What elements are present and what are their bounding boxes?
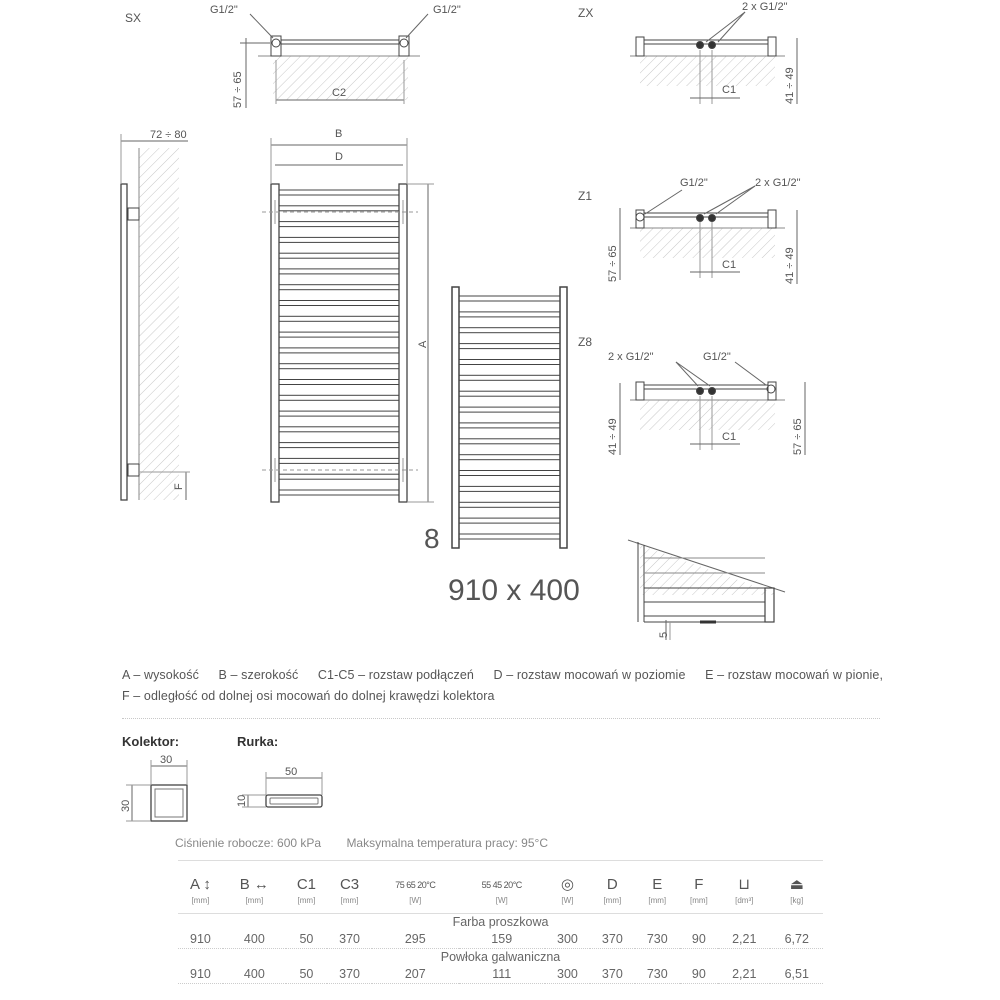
z8-thread-label: G1/2" — [703, 351, 731, 363]
tube — [279, 411, 399, 416]
z1-left-height-label: 57 ÷ 65 — [607, 245, 619, 282]
legend-f: F – odległość od dolnej osi mocowań do dolnej krawędzi kolektora — [122, 689, 495, 703]
tube — [279, 190, 399, 195]
z8-double-thread-label: 2 x G1/2" — [608, 351, 654, 363]
z1-pipe-left-icon — [697, 215, 704, 222]
table-row: 910 400 50 370 295 159 300 370 730 90 2,21 6,72 — [178, 930, 823, 949]
sx-c2-label: C2 — [332, 87, 347, 99]
legend-b: B – szerokość — [218, 668, 299, 682]
model-right-collector — [560, 287, 567, 548]
col-output-55: 55 45 20°C [W] — [459, 861, 545, 914]
tube-count-label: 8 — [424, 523, 440, 554]
table-row: 910 400 50 370 207 111 300 370 730 90 2,21 6,51 — [178, 965, 823, 984]
front-right-collector — [399, 184, 407, 502]
col-f: F [mm] — [680, 861, 718, 914]
legend-e: E – rozstaw mocowań w pionie, — [705, 668, 884, 682]
water-capacity-icon: ⊔ — [738, 876, 751, 893]
tube — [279, 443, 399, 448]
tube — [279, 332, 399, 337]
model-left-collector — [452, 287, 459, 548]
front-left-collector — [271, 184, 279, 502]
tube — [459, 455, 560, 460]
zx-wall-hatch — [640, 56, 775, 86]
front-tubes — [279, 190, 399, 495]
d-dimension-label: D — [335, 151, 343, 163]
working-pressure: Ciśnienie robocze: 600 kPa — [175, 836, 322, 850]
sx-right-thread-label: G1/2" — [433, 4, 461, 16]
tube — [459, 439, 560, 444]
kolektor-section — [151, 785, 187, 821]
z8-pipe-right-icon — [709, 388, 716, 395]
tube — [459, 296, 560, 301]
col-c1: C1 [mm] — [286, 861, 327, 914]
tube — [459, 328, 560, 333]
tube — [279, 237, 399, 242]
side-bottom-bracket — [128, 464, 139, 476]
kolektor-title: Kolektor: — [122, 734, 180, 749]
tube — [279, 269, 399, 274]
group-row-galvanic — [178, 949, 823, 966]
sx-right-valve-icon — [400, 39, 408, 47]
side-view — [121, 129, 190, 500]
tube — [459, 360, 560, 365]
z8-connection-view — [578, 335, 805, 455]
z8-right-height-label: 57 ÷ 65 — [792, 418, 804, 455]
tube — [459, 391, 560, 396]
z8-c1-label: C1 — [722, 431, 737, 443]
width-arrow-icon: B ↔ — [239, 876, 269, 893]
z8-label: Z8 — [578, 335, 593, 349]
col-output-75: 75 65 20°C [W] — [372, 861, 458, 914]
tube — [459, 502, 560, 507]
sx-label: SX — [125, 11, 142, 25]
z1-right-height-label: 41 ÷ 49 — [784, 247, 796, 284]
col-capacity: ⊔ [dm³] — [718, 861, 770, 914]
tube — [279, 253, 399, 258]
table-header-row — [178, 861, 823, 914]
tube — [459, 534, 560, 539]
col-heater: ◎ [W] — [545, 861, 590, 914]
tube — [279, 222, 399, 227]
zx-pipe-right-icon — [709, 42, 716, 49]
tube — [279, 301, 399, 306]
height-arrow-icon: A ↕ — [190, 876, 211, 893]
sx-height-label: 57 ÷ 65 — [232, 71, 244, 108]
zx-connection-view — [578, 1, 797, 104]
kolektor-height-label: 30 — [120, 799, 132, 812]
side-collector — [121, 184, 127, 500]
sx-left-valve-icon — [272, 39, 280, 47]
z1-pipe-right-icon — [709, 215, 716, 222]
tube — [459, 471, 560, 476]
spec-table — [178, 860, 823, 984]
bottom-offset-label: 5 — [658, 631, 670, 638]
bottom-detail-view — [628, 540, 785, 640]
tube — [459, 518, 560, 523]
col-e: E [mm] — [635, 861, 680, 914]
rurka-profile — [236, 766, 322, 807]
rurka-width-label: 50 — [285, 766, 298, 778]
zx-c1-label: C1 — [722, 84, 737, 96]
tube — [279, 348, 399, 353]
tube — [279, 206, 399, 211]
front-view — [262, 128, 434, 502]
kolektor-width-label: 30 — [160, 754, 173, 766]
z1-thread-label: G1/2" — [680, 177, 708, 189]
wall-gap-label: 72 ÷ 80 — [150, 129, 187, 141]
zx-pipe-left-icon — [697, 42, 704, 49]
separator — [122, 718, 880, 719]
rurka-height-label: 10 — [236, 794, 248, 807]
kolektor-profile — [120, 754, 187, 821]
legend-line-1 — [122, 668, 899, 682]
tube — [459, 375, 560, 380]
col-a: A ↕ [mm] — [178, 861, 223, 914]
heating-element-icon: ◎ — [560, 876, 574, 893]
model-tubes — [459, 296, 560, 539]
a-dimension-label: A — [417, 340, 429, 348]
tube — [279, 458, 399, 463]
max-temperature: Maksymalna temperatura pracy: 95°C — [346, 836, 548, 850]
rurka-title: Rurka: — [237, 734, 279, 749]
tube — [279, 474, 399, 479]
zx-label: ZX — [578, 6, 594, 20]
tube — [459, 344, 560, 349]
size-title: 910 x 400 — [448, 574, 580, 607]
legend-line-2 — [122, 689, 511, 703]
legend-a: A – wysokość — [122, 668, 199, 682]
b-dimension-label: B — [335, 128, 343, 140]
sx-connection-view — [125, 4, 461, 108]
tube — [279, 490, 399, 495]
z1-c1-label: C1 — [722, 259, 737, 271]
legend-c: C1-C5 – rozstaw podłączeń — [317, 668, 474, 682]
tube — [459, 423, 560, 428]
sx-left-thread-label: G1/2" — [210, 4, 238, 16]
zx-thread-label: 2 x G1/2" — [742, 1, 788, 13]
weight-icon: ⏏ — [789, 876, 804, 893]
tube — [279, 285, 399, 290]
col-b: B ↔ [mm] — [223, 861, 286, 914]
col-d: D [mm] — [590, 861, 635, 914]
z1-connection-view — [578, 177, 801, 284]
col-weight: ⏏ [kg] — [770, 861, 823, 914]
z1-double-thread-label: 2 x G1/2" — [755, 177, 801, 189]
tube — [459, 407, 560, 412]
tube — [279, 380, 399, 385]
col-c3: C3 [mm] — [327, 861, 372, 914]
pressure-info — [175, 836, 570, 850]
group-name: Farba proszkowa — [452, 915, 549, 929]
rurka-section — [266, 795, 322, 807]
tube — [279, 395, 399, 400]
tube — [459, 312, 560, 317]
model-view — [452, 287, 567, 548]
z8-pipe-left-icon — [697, 388, 704, 395]
group-name: Powłoka galwaniczna — [440, 950, 561, 964]
tube — [279, 316, 399, 321]
side-wall-hatch — [139, 148, 179, 500]
tube — [279, 427, 399, 432]
zx-height-label: 41 ÷ 49 — [784, 67, 796, 104]
group-row-powder — [178, 914, 823, 931]
z8-left-height-label: 41 ÷ 49 — [607, 418, 619, 455]
f-dimension-label: F — [173, 483, 185, 490]
z1-label: Z1 — [578, 189, 593, 203]
z1-valve-icon — [636, 213, 644, 221]
tube — [459, 486, 560, 491]
legend-d: D – rozstaw mocowań w poziomie — [493, 668, 686, 682]
side-top-bracket — [128, 208, 139, 220]
tube — [279, 364, 399, 369]
